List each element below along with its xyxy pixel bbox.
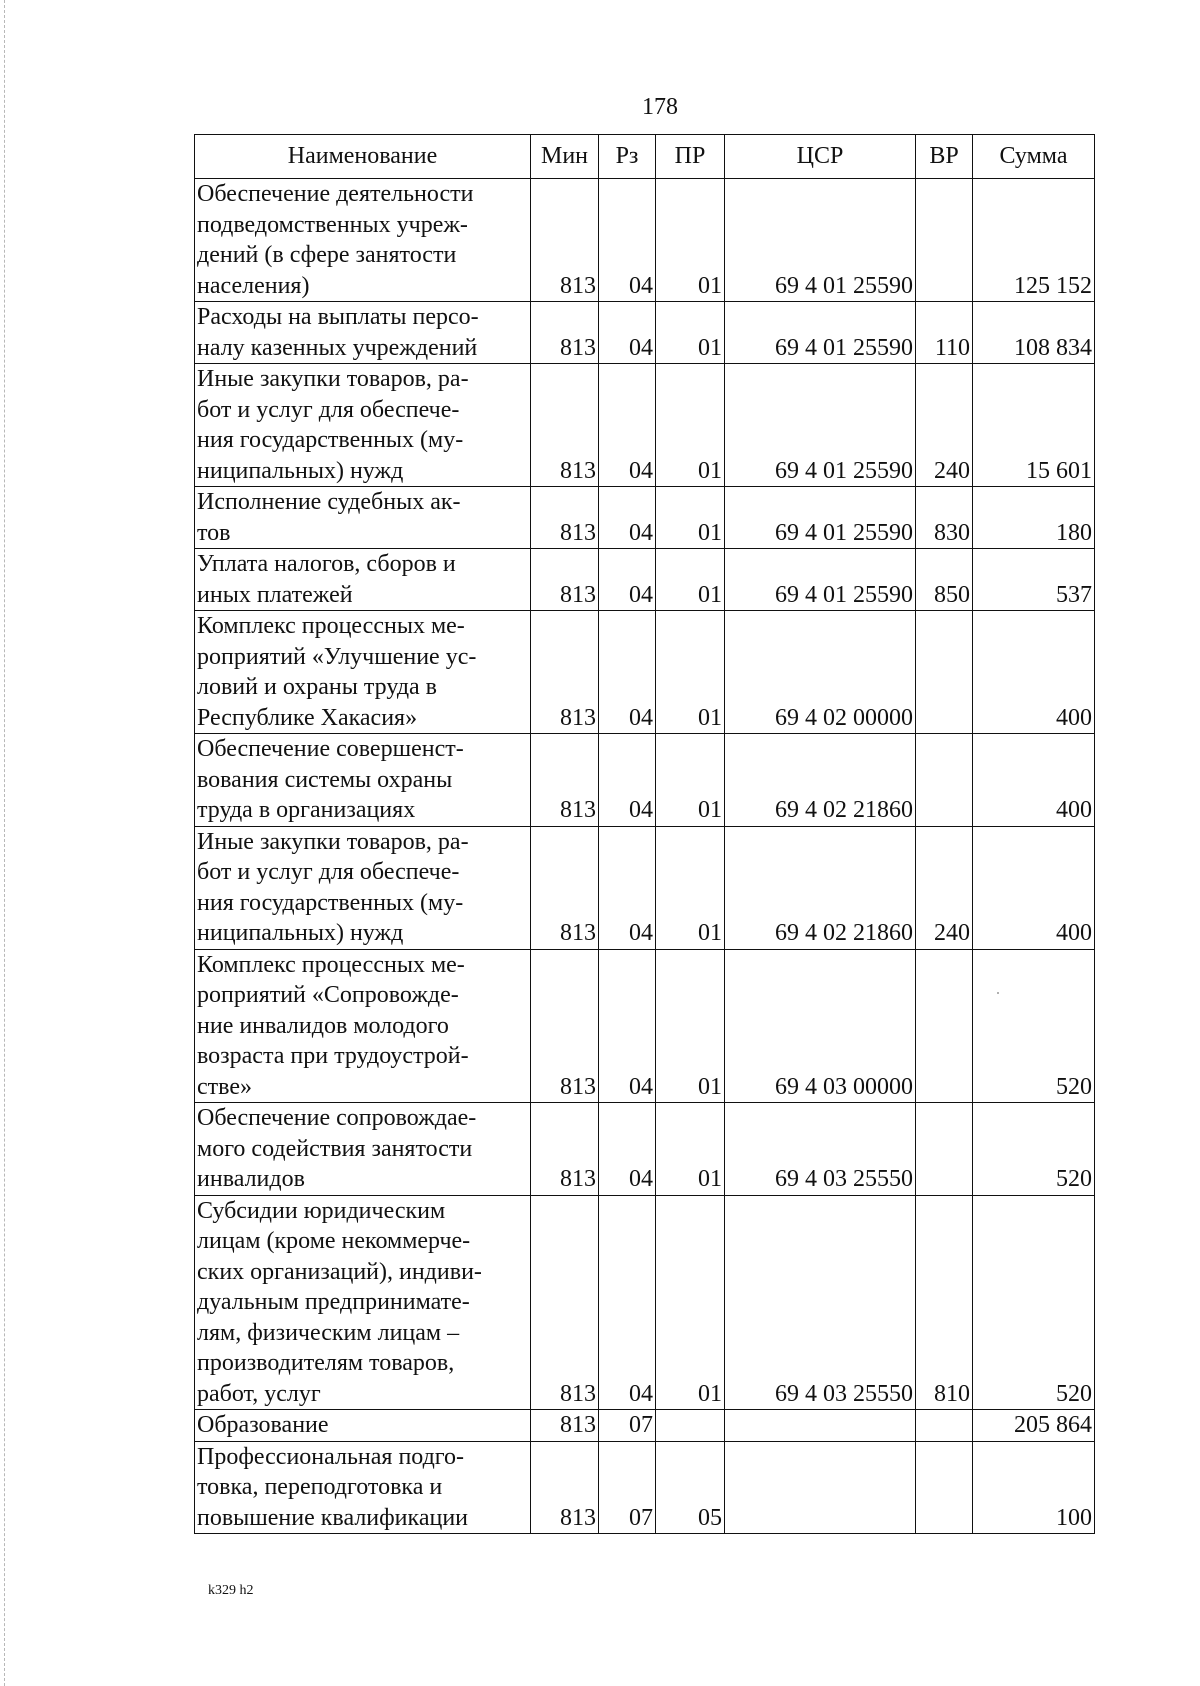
row-csr: 69 4 01 25590 bbox=[725, 364, 916, 487]
row-pr: 01 bbox=[656, 179, 725, 302]
row-name-line: Комплекс процессных ме- bbox=[197, 951, 465, 978]
row-name bbox=[195, 734, 531, 827]
row-pr: 05 bbox=[656, 1441, 725, 1534]
row-name bbox=[195, 826, 531, 949]
row-name-line: Иные закупки товаров, ра- bbox=[197, 828, 469, 855]
row-pr: 01 bbox=[656, 1103, 725, 1196]
row-sum: 520 bbox=[973, 1195, 1095, 1410]
row-sum: 205 864 bbox=[973, 1410, 1095, 1442]
row-min: 813 bbox=[531, 949, 599, 1103]
row-name-line: роприятий «Улучшение ус- bbox=[197, 643, 477, 670]
row-min: 813 bbox=[531, 1410, 599, 1442]
row-sum: 125 152 bbox=[973, 179, 1095, 302]
row-sum: 520 bbox=[973, 949, 1095, 1103]
row-min: 813 bbox=[531, 734, 599, 827]
row-name-line: подведомственных учреж- bbox=[197, 211, 468, 238]
row-min: 813 bbox=[531, 826, 599, 949]
row-rz: 04 bbox=[599, 611, 656, 734]
row-rz: 04 bbox=[599, 734, 656, 827]
row-name bbox=[195, 549, 531, 611]
row-rz: 04 bbox=[599, 826, 656, 949]
budget-table-container bbox=[194, 134, 1094, 1534]
header-csr: ЦСР bbox=[725, 135, 916, 179]
row-name bbox=[195, 1441, 531, 1534]
row-vr bbox=[916, 1410, 973, 1442]
header-vr: ВР bbox=[916, 135, 973, 179]
row-csr: 69 4 03 25550 bbox=[725, 1103, 916, 1196]
row-pr: 01 bbox=[656, 611, 725, 734]
row-csr bbox=[725, 1441, 916, 1534]
row-vr: 240 bbox=[916, 826, 973, 949]
table-row bbox=[195, 734, 1095, 827]
header-min: Мин bbox=[531, 135, 599, 179]
row-sum: 100 bbox=[973, 1441, 1095, 1534]
row-csr: 69 4 02 00000 bbox=[725, 611, 916, 734]
header-rz: Рз bbox=[599, 135, 656, 179]
row-min: 813 bbox=[531, 302, 599, 364]
table-header-row bbox=[195, 135, 1095, 179]
row-rz: 04 bbox=[599, 949, 656, 1103]
table-row bbox=[195, 1195, 1095, 1410]
row-name-line: ниципальных) нужд bbox=[197, 457, 404, 484]
row-name-line: дуальным предпринимате- bbox=[197, 1289, 470, 1315]
row-rz: 04 bbox=[599, 179, 656, 302]
row-name-line: Республике Хакасия» bbox=[197, 704, 418, 731]
row-sum: 180 bbox=[973, 487, 1095, 549]
row-name-line: лям, физическим лицам – bbox=[197, 1319, 460, 1346]
table-row bbox=[195, 179, 1095, 302]
row-sum: 108 834 bbox=[973, 302, 1095, 364]
row-pr bbox=[656, 1410, 725, 1442]
row-pr: 01 bbox=[656, 826, 725, 949]
table-row bbox=[195, 611, 1095, 734]
row-name bbox=[195, 364, 531, 487]
row-rz: 07 bbox=[599, 1410, 656, 1442]
row-sum: 520 bbox=[973, 1103, 1095, 1196]
row-vr: 850 bbox=[916, 549, 973, 611]
page-number: 178 bbox=[642, 94, 678, 120]
row-name-line: населения) bbox=[197, 272, 310, 299]
row-pr: 01 bbox=[656, 1195, 725, 1410]
row-name bbox=[195, 302, 531, 364]
row-name bbox=[195, 611, 531, 734]
row-name-line: Уплата налогов, сборов и bbox=[197, 551, 456, 577]
row-name bbox=[195, 1410, 531, 1442]
row-pr: 01 bbox=[656, 549, 725, 611]
row-sum: 400 bbox=[973, 611, 1095, 734]
row-csr: 69 4 03 00000 bbox=[725, 949, 916, 1103]
row-vr: 810 bbox=[916, 1195, 973, 1410]
row-csr: 69 4 01 25590 bbox=[725, 302, 916, 364]
row-sum: 400 bbox=[973, 826, 1095, 949]
row-name-line: вования системы охраны bbox=[197, 766, 453, 793]
row-name-line: налу казенных учреждений bbox=[197, 334, 478, 361]
row-name-line: Субсидии юридическим bbox=[197, 1197, 446, 1224]
row-name-line: Исполнение судебных ак- bbox=[197, 489, 461, 515]
row-rz: 04 bbox=[599, 364, 656, 487]
row-name-line: Обеспечение совершенст- bbox=[197, 736, 464, 762]
row-name-line: дений (в сфере занятости bbox=[197, 242, 457, 268]
row-name-line: ния государственных (му- bbox=[197, 889, 464, 916]
row-name-line: лицам (кроме некоммерче- bbox=[197, 1228, 471, 1254]
table-row bbox=[195, 487, 1095, 549]
footer-code: k329 h2 bbox=[208, 1583, 254, 1598]
table-body bbox=[195, 179, 1095, 1534]
row-vr bbox=[916, 949, 973, 1103]
row-name-line: производителям товаров, bbox=[197, 1350, 455, 1376]
row-name-line: Профессиональная подго- bbox=[197, 1443, 465, 1470]
row-min: 813 bbox=[531, 179, 599, 302]
row-name bbox=[195, 1195, 531, 1410]
row-name-line: ских организаций), индиви- bbox=[197, 1258, 482, 1285]
row-name-line: иных платежей bbox=[197, 581, 353, 608]
row-name-line: ниципальных) нужд bbox=[197, 920, 404, 946]
scan-margin-line bbox=[4, 0, 5, 1686]
row-name-line: бот и услуг для обеспече- bbox=[197, 396, 460, 423]
row-min: 813 bbox=[531, 549, 599, 611]
row-name-line: ния государственных (му- bbox=[197, 427, 464, 453]
row-csr: 69 4 02 21860 bbox=[725, 826, 916, 949]
table-row bbox=[195, 549, 1095, 611]
header-sum: Сумма bbox=[973, 135, 1095, 179]
row-name-line: Иные закупки товаров, ра- bbox=[197, 366, 469, 392]
row-name-line: инвалидов bbox=[197, 1166, 305, 1192]
row-pr: 01 bbox=[656, 487, 725, 549]
row-sum: 400 bbox=[973, 734, 1095, 827]
row-name-line: повышение квалификации bbox=[197, 1504, 469, 1531]
row-vr: 240 bbox=[916, 364, 973, 487]
row-rz: 04 bbox=[599, 487, 656, 549]
row-csr: 69 4 03 25550 bbox=[725, 1195, 916, 1410]
row-name-line: работ, услуг bbox=[197, 1380, 321, 1407]
table-row bbox=[195, 1441, 1095, 1534]
table-row bbox=[195, 826, 1095, 949]
row-name-line: возраста при трудоустрой- bbox=[197, 1043, 469, 1069]
row-pr: 01 bbox=[656, 949, 725, 1103]
row-pr: 01 bbox=[656, 302, 725, 364]
row-name-line: труда в организациях bbox=[197, 797, 416, 823]
row-min: 813 bbox=[531, 1103, 599, 1196]
row-name-line: Обеспечение сопровождае- bbox=[197, 1105, 477, 1131]
row-rz: 04 bbox=[599, 302, 656, 364]
row-rz: 04 bbox=[599, 1195, 656, 1410]
row-sum: 537 bbox=[973, 549, 1095, 611]
header-pr: ПР bbox=[656, 135, 725, 179]
row-sum: 15 601 bbox=[973, 364, 1095, 487]
row-min: 813 bbox=[531, 487, 599, 549]
row-vr: 110 bbox=[916, 302, 973, 364]
row-name bbox=[195, 1103, 531, 1196]
row-name bbox=[195, 179, 531, 302]
row-name-line: Образование bbox=[197, 1412, 329, 1438]
row-csr: 69 4 01 25590 bbox=[725, 179, 916, 302]
table-row bbox=[195, 364, 1095, 487]
row-vr bbox=[916, 734, 973, 827]
row-rz: 04 bbox=[599, 1103, 656, 1196]
row-vr bbox=[916, 611, 973, 734]
row-min: 813 bbox=[531, 1195, 599, 1410]
row-name-line: Комплекс процессных ме- bbox=[197, 613, 465, 639]
row-name-line: ловий и охраны труда в bbox=[197, 674, 438, 700]
table-row bbox=[195, 1103, 1095, 1196]
scan-speck bbox=[997, 992, 999, 994]
row-csr bbox=[725, 1410, 916, 1442]
row-min: 813 bbox=[531, 1441, 599, 1534]
row-min: 813 bbox=[531, 364, 599, 487]
row-vr: 830 bbox=[916, 487, 973, 549]
row-name-line: товка, переподготовка и bbox=[197, 1474, 443, 1500]
row-name-line: бот и услуг для обеспече- bbox=[197, 859, 460, 885]
row-name-line: стве» bbox=[197, 1073, 252, 1100]
row-name-line: ние инвалидов молодого bbox=[197, 1012, 449, 1039]
row-vr bbox=[916, 1103, 973, 1196]
row-vr bbox=[916, 179, 973, 302]
row-name bbox=[195, 487, 531, 549]
row-pr: 01 bbox=[656, 734, 725, 827]
row-name-line: мого содействия занятости bbox=[197, 1135, 473, 1162]
row-name-line: тов bbox=[197, 519, 231, 546]
row-name-line: Расходы на выплаты персо- bbox=[197, 304, 479, 330]
row-rz: 04 bbox=[599, 549, 656, 611]
budget-table bbox=[194, 134, 1095, 1534]
table-row bbox=[195, 949, 1095, 1103]
row-name bbox=[195, 949, 531, 1103]
header-name: Наименование bbox=[195, 135, 531, 179]
row-rz: 07 bbox=[599, 1441, 656, 1534]
row-vr bbox=[916, 1441, 973, 1534]
table-row bbox=[195, 1410, 1095, 1442]
row-name-line: роприятий «Сопровожде- bbox=[197, 982, 459, 1008]
row-min: 813 bbox=[531, 611, 599, 734]
row-name-line: Обеспечение деятельности bbox=[197, 181, 474, 207]
table-row bbox=[195, 302, 1095, 364]
row-csr: 69 4 01 25590 bbox=[725, 549, 916, 611]
row-csr: 69 4 02 21860 bbox=[725, 734, 916, 827]
row-pr: 01 bbox=[656, 364, 725, 487]
row-csr: 69 4 01 25590 bbox=[725, 487, 916, 549]
